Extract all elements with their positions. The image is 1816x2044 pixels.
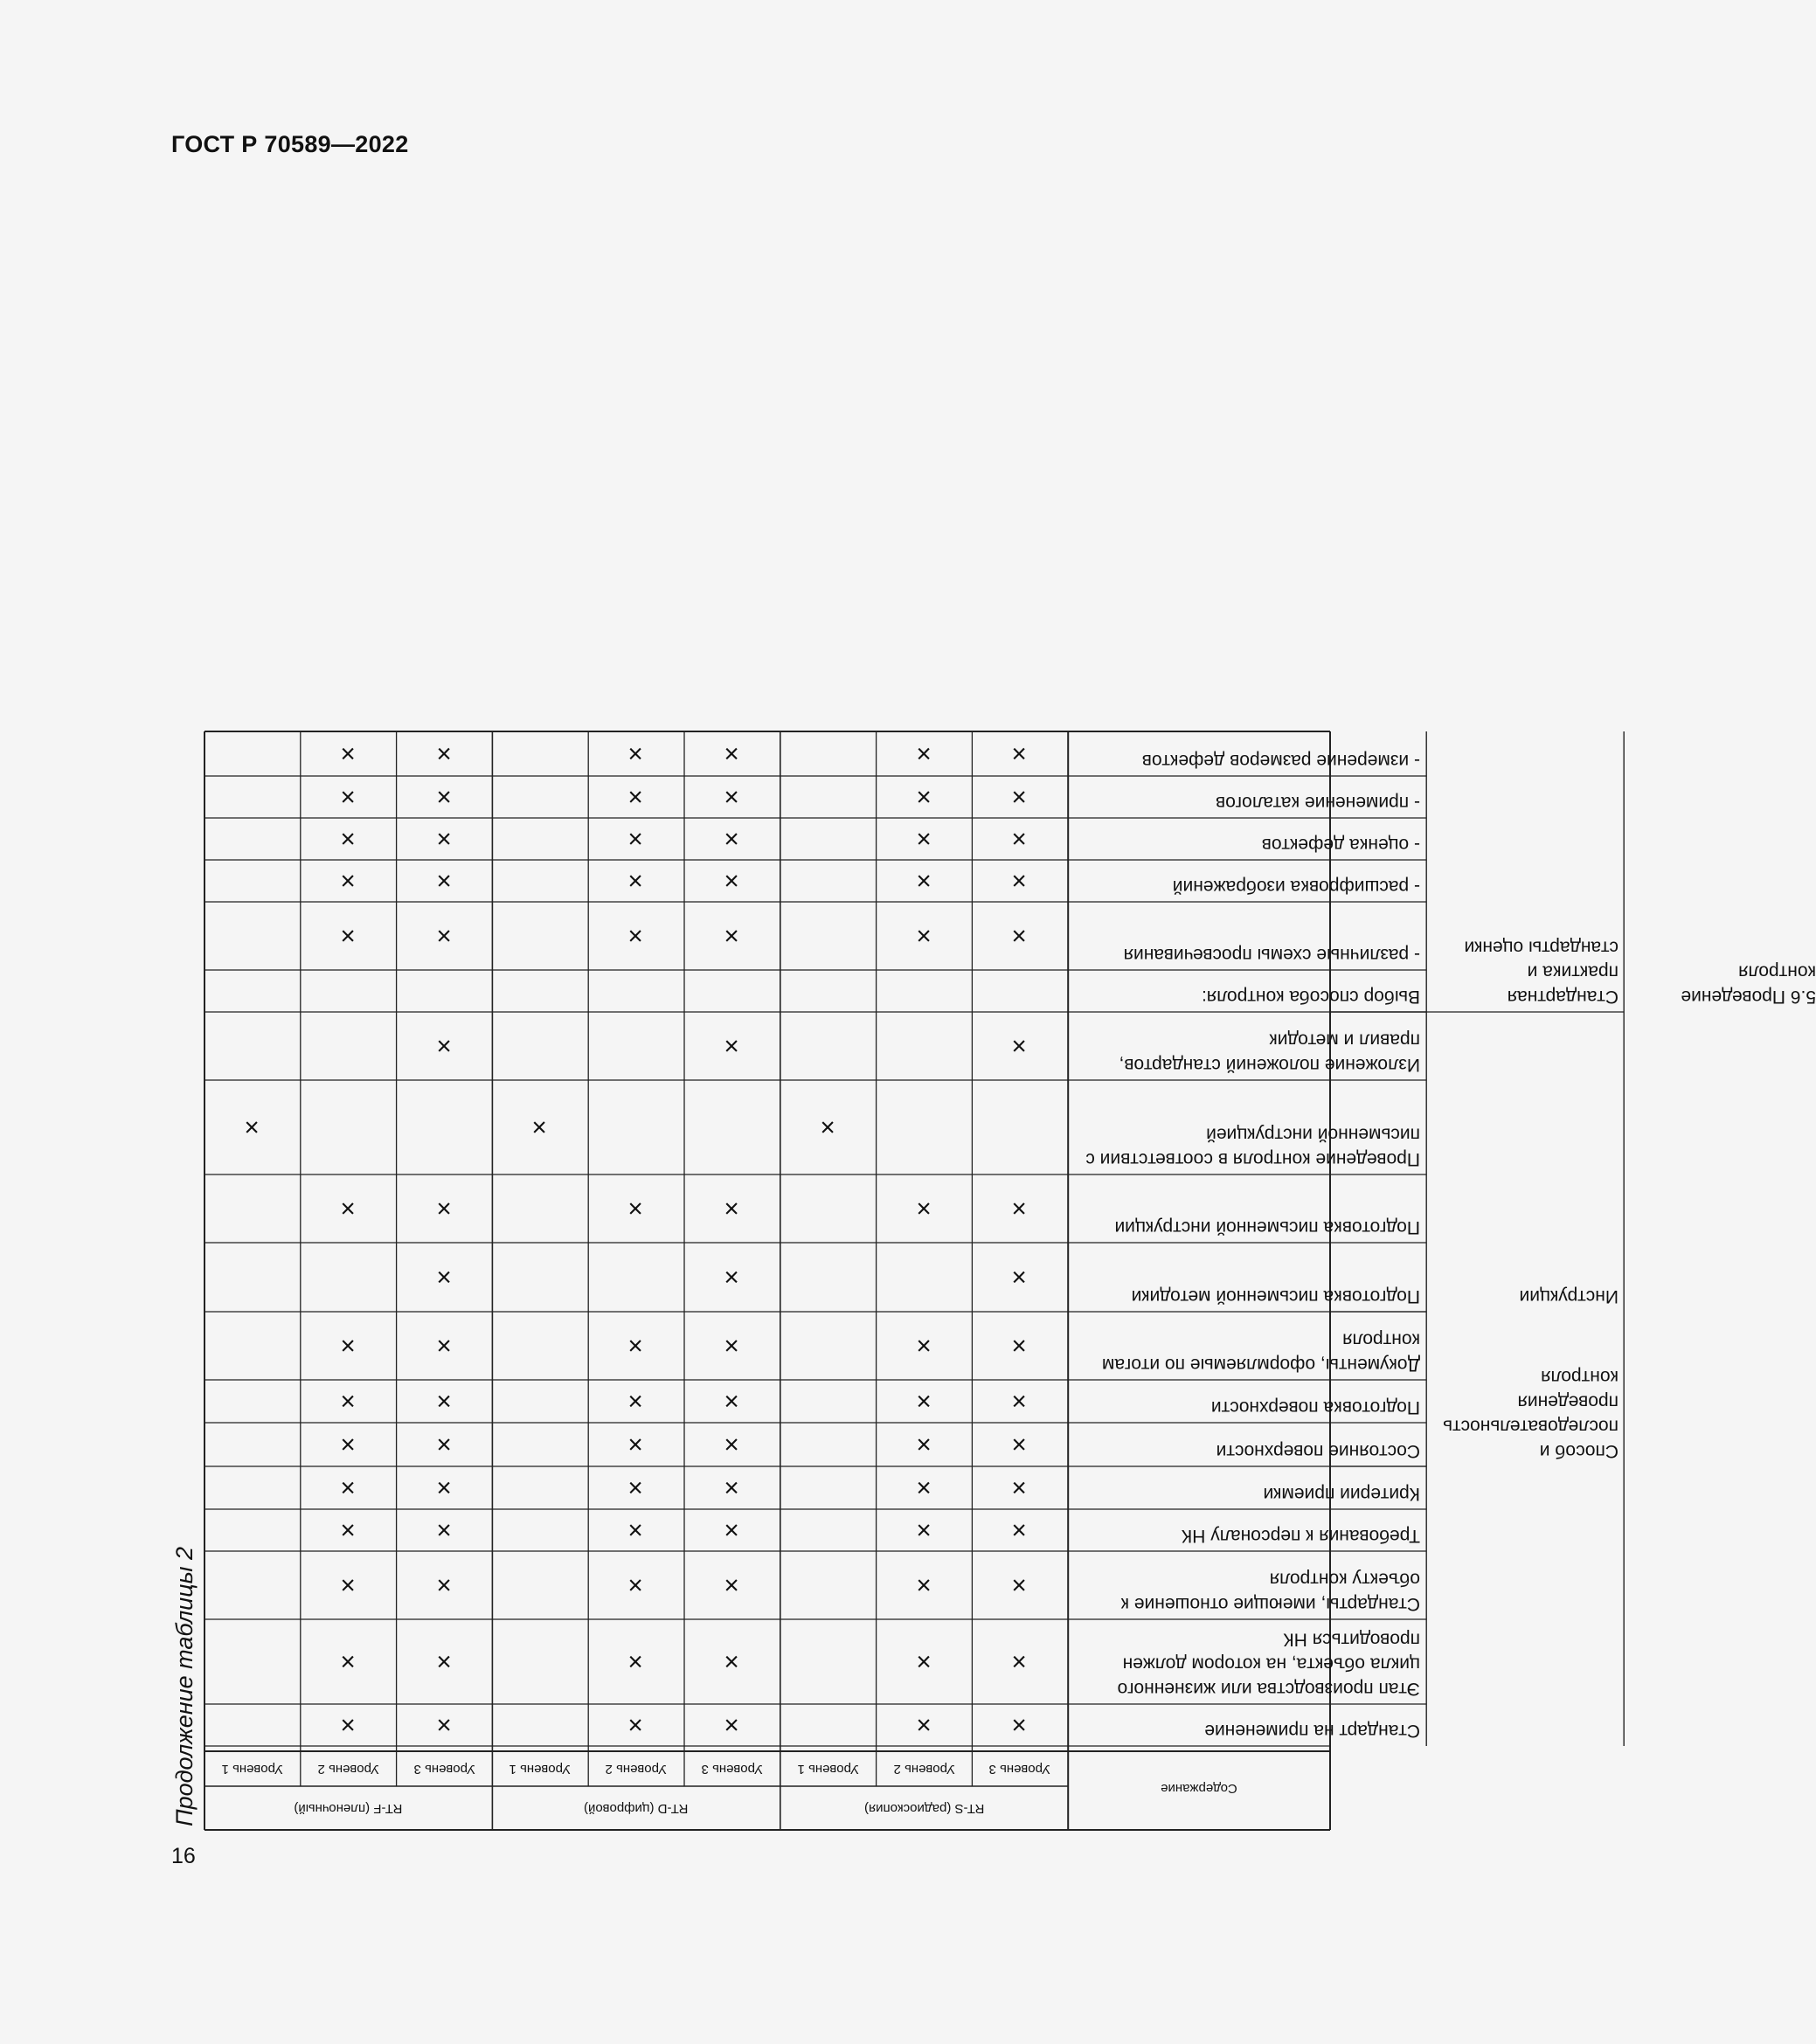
mark-11-5: × [717,1038,746,1054]
mark-15-2: × [429,831,459,847]
row-text-12: Выбор способа контроля: [1202,987,1421,1007]
row-text-1: Этап производства или жизненного цикла объекта, на котором должен проводиться НК [1117,1629,1421,1699]
row-text-7: Документы, оформляемые по итогам контроля [1102,1329,1421,1375]
mark-6-2: × [429,1393,459,1410]
level-header-1: Уровень 2 [317,1762,379,1777]
level-header-5: Уровень 3 [701,1762,764,1777]
mark-6-8: × [1005,1393,1035,1410]
mark-4-8: × [1005,1479,1035,1496]
mark-8-5: × [717,1269,746,1285]
level-header-0: Уровень 1 [221,1762,284,1777]
mark-7-5: × [717,1338,746,1354]
row-text-11: Изложение положений стандартов, правил и методик [1119,1029,1421,1075]
mark-1-1: × [333,1653,363,1670]
mark-16-5: × [717,789,746,805]
level-header-8: Уровень 3 [989,1762,1051,1777]
mark-13-7: × [909,928,939,944]
mark-14-1: × [333,873,363,889]
mark-17-5: × [717,745,746,762]
mark-6-5: × [717,1393,746,1410]
mark-1-2: × [429,1653,459,1670]
level-header-7: Уровень 2 [893,1762,955,1777]
mark-14-4: × [621,873,651,889]
mark-7-4: × [621,1338,651,1354]
mark-1-8: × [1005,1653,1035,1670]
mark-13-2: × [429,928,459,944]
mark-17-2: × [429,745,459,762]
mark-10-3: × [525,1119,555,1135]
row-text-2: Стандарты, имеющие отношение к объекту контроля [1121,1569,1421,1614]
mark-15-7: × [909,831,939,847]
mark-9-4: × [621,1201,651,1216]
mark-7-7: × [909,1338,939,1354]
mark-5-2: × [429,1437,459,1452]
mark-5-8: × [1005,1437,1035,1452]
mark-4-7: × [909,1479,939,1496]
row-text-3: Требования к персоналу НК [1182,1526,1421,1546]
mark-16-7: × [909,789,939,805]
mark-3-5: × [717,1522,746,1538]
row-text-14: - расшифровка изображений [1172,876,1421,897]
mark-14-7: × [909,873,939,889]
mark-15-5: × [717,831,746,847]
mark-2-7: × [909,1577,939,1593]
mark-13-5: × [717,928,746,944]
mark-6-1: × [333,1393,363,1410]
mark-5-7: × [909,1437,939,1452]
mark-13-4: × [621,928,651,944]
mark-14-2: × [429,873,459,889]
mark-17-1: × [333,745,363,762]
mark-0-5: × [717,1717,746,1733]
mark-5-4: × [621,1437,651,1452]
row-text-17: - измерение размеров дефектов [1141,751,1421,771]
mark-13-8: × [1005,928,1035,944]
mark-0-1: × [333,1717,363,1733]
mark-0-7: × [909,1717,939,1733]
table-caption: Продолжение таблицы 2 [171,1546,198,1826]
row-text-5: Состояние поверхности [1216,1441,1421,1461]
subsection-label-1: Способ и последовательность проведения контроля [1443,1366,1619,1461]
mark-0-2: × [429,1717,459,1733]
mark-1-7: × [909,1653,939,1670]
mark-6-4: × [621,1393,651,1410]
mark-7-2: × [429,1338,459,1354]
row-text-8: Подготовка письменной методики [1131,1286,1421,1306]
row-text-15: - оценка дефектов [1261,835,1421,855]
content-header: Содержание [1161,1781,1237,1796]
mark-16-1: × [333,789,363,805]
mark-15-1: × [333,831,363,847]
mark-5-1: × [333,1437,363,1452]
mark-4-1: × [333,1479,363,1496]
row-text-6: Подготовка поверхности [1211,1397,1421,1417]
mark-2-2: × [429,1577,459,1593]
subsection-label-2: Инструкции [1519,1286,1619,1306]
row-text-4: Критерии приемки [1263,1484,1421,1504]
mark-3-4: × [621,1522,651,1538]
mark-11-2: × [429,1038,459,1054]
mark-15-4: × [621,831,651,847]
mark-0-8: × [1005,1717,1035,1733]
mark-1-5: × [717,1653,746,1670]
mark-16-8: × [1005,789,1035,805]
mark-6-7: × [909,1393,939,1410]
mark-4-5: × [717,1479,746,1496]
mark-17-8: × [1005,745,1035,762]
level-header-2: Уровень 3 [413,1762,475,1777]
mark-3-8: × [1005,1522,1035,1538]
mark-14-8: × [1005,873,1035,889]
mark-8-2: × [429,1269,459,1285]
row-text-9: Подготовка письменной инструкции [1114,1217,1421,1237]
mark-5-5: × [717,1437,746,1452]
mark-10-6: × [813,1119,842,1135]
level-header-6: Уровень 1 [797,1762,859,1777]
mark-9-2: × [429,1201,459,1216]
mark-7-1: × [333,1338,363,1354]
mark-2-1: × [333,1577,363,1593]
level-header-4: Уровень 2 [605,1762,668,1777]
mark-3-1: × [333,1522,363,1538]
page-number: 16 [171,1844,196,1868]
mark-1-4: × [621,1653,651,1670]
mark-4-2: × [429,1479,459,1496]
row-text-16: - применение каталогов [1216,793,1421,813]
mark-2-8: × [1005,1577,1035,1593]
mark-16-4: × [621,789,651,805]
group-header-1: RT-D (цифровой) [584,1801,689,1816]
section-label-3: 5.6 Проведение контроля [1681,961,1816,1007]
mark-4-4: × [621,1479,651,1496]
mark-0-4: × [621,1717,651,1733]
mark-9-5: × [717,1201,746,1216]
mark-9-1: × [333,1201,363,1216]
mark-2-5: × [717,1577,746,1593]
mark-14-5: × [717,873,746,889]
mark-8-8: × [1005,1269,1035,1285]
mark-10-0: × [237,1119,267,1135]
mark-11-8: × [1005,1038,1035,1054]
mark-15-8: × [1005,831,1035,847]
row-text-10: Проведение контроля в соответствии с письменной инструкцией [1085,1124,1421,1169]
rotated-table [204,206,1816,1830]
mark-17-4: × [621,745,651,762]
mark-7-8: × [1005,1338,1035,1354]
mark-9-7: × [909,1201,939,1216]
mark-3-2: × [429,1522,459,1538]
mark-2-4: × [621,1577,651,1593]
mark-17-7: × [909,745,939,762]
mark-13-1: × [333,928,363,944]
group-header-2: RT-S (радиоскопия) [863,1801,985,1816]
mark-9-8: × [1005,1201,1035,1216]
document-header: ГОСТ Р 70589—2022 [171,131,409,157]
level-header-3: Уровень 1 [509,1762,572,1777]
mark-16-2: × [429,789,459,805]
mark-3-7: × [909,1522,939,1538]
row-text-0: Стандарт на применение [1204,1721,1421,1741]
row-text-13: - различные схемы просвечивания [1123,945,1421,965]
group-header-0: RT-F (пленочный) [294,1801,403,1816]
subsection-label-3: Стандартная практика и стандарты оценки [1464,937,1619,1007]
